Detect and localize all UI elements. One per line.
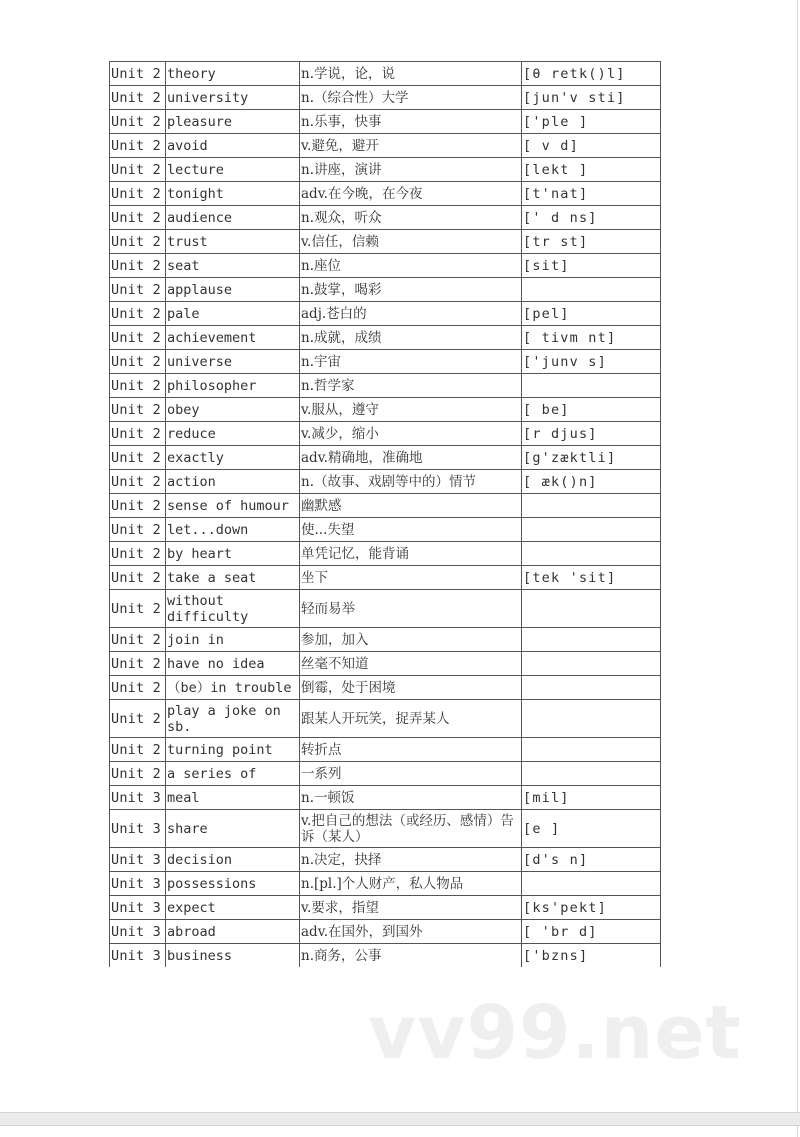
definition-cell: n.观众，听众: [300, 206, 522, 230]
unit-cell: Unit 2: [110, 110, 166, 134]
definition-cell: 坐下: [300, 566, 522, 590]
phonetic-cell: [522, 518, 661, 542]
table-row: [110, 182, 661, 206]
unit-cell: Unit 2: [110, 700, 166, 738]
word-cell: exactly: [166, 446, 300, 470]
word-cell: philosopher: [166, 374, 300, 398]
definition-cell: n.学说，论，说: [300, 62, 522, 86]
definition-cell: 一系列: [300, 762, 522, 786]
unit-cell: Unit 2: [110, 398, 166, 422]
unit-cell: Unit 3: [110, 848, 166, 872]
table-row: [110, 110, 661, 134]
definition-cell: 幽默感: [300, 494, 522, 518]
unit-cell: Unit 2: [110, 762, 166, 786]
phonetic-cell: [d's n]: [522, 848, 661, 872]
word-cell: seat: [166, 254, 300, 278]
word-cell: let...down: [166, 518, 300, 542]
vocabulary-table-body: [110, 62, 661, 968]
phonetic-cell: [pel]: [522, 302, 661, 326]
phonetic-cell: [522, 542, 661, 566]
definition-cell: n.乐事，快事: [300, 110, 522, 134]
table-row: [110, 920, 661, 944]
definition-cell: v.要求，指望: [300, 896, 522, 920]
definition-cell: n.成就，成绩: [300, 326, 522, 350]
phonetic-cell: [θ retk()l]: [522, 62, 661, 86]
unit-cell: Unit 2: [110, 158, 166, 182]
table-row: [110, 652, 661, 676]
unit-cell: Unit 3: [110, 944, 166, 968]
phonetic-cell: [522, 374, 661, 398]
phonetic-cell: [e ]: [522, 810, 661, 848]
word-cell: expect: [166, 896, 300, 920]
phonetic-cell: [522, 738, 661, 762]
unit-cell: Unit 3: [110, 786, 166, 810]
definition-cell: adv.在国外，到国外: [300, 920, 522, 944]
unit-cell: Unit 2: [110, 182, 166, 206]
word-cell: sense of humour: [166, 494, 300, 518]
table-row: [110, 676, 661, 700]
table-row: [110, 446, 661, 470]
word-cell: action: [166, 470, 300, 494]
page-separator: [0, 1112, 800, 1126]
unit-cell: Unit 2: [110, 230, 166, 254]
unit-cell: Unit 2: [110, 326, 166, 350]
word-cell: lecture: [166, 158, 300, 182]
word-cell: avoid: [166, 134, 300, 158]
table-row: [110, 896, 661, 920]
definition-cell: n.鼓掌，喝彩: [300, 278, 522, 302]
phonetic-cell: [ tivm nt]: [522, 326, 661, 350]
word-cell: trust: [166, 230, 300, 254]
unit-cell: Unit 2: [110, 566, 166, 590]
table-row: [110, 422, 661, 446]
definition-cell: v.把自己的想法（或经历、感情）告诉（某人）: [300, 810, 522, 848]
unit-cell: Unit 2: [110, 446, 166, 470]
phonetic-cell: [ æk()n]: [522, 470, 661, 494]
table-row: [110, 700, 661, 738]
table-row: [110, 278, 661, 302]
definition-cell: n.[pl.]个人财产，私人物品: [300, 872, 522, 896]
word-cell: a series of: [166, 762, 300, 786]
unit-cell: Unit 2: [110, 494, 166, 518]
table-row: [110, 398, 661, 422]
word-cell: achievement: [166, 326, 300, 350]
table-row: [110, 350, 661, 374]
unit-cell: Unit 2: [110, 206, 166, 230]
definition-cell: n.商务，公事: [300, 944, 522, 968]
unit-cell: Unit 2: [110, 470, 166, 494]
vocabulary-table: [109, 61, 661, 967]
unit-cell: Unit 2: [110, 652, 166, 676]
table-row: [110, 302, 661, 326]
definition-cell: adv.在今晚，在今夜: [300, 182, 522, 206]
phonetic-cell: ['bzns]: [522, 944, 661, 968]
definition-cell: v.避免，避开: [300, 134, 522, 158]
phonetic-cell: [' d ns]: [522, 206, 661, 230]
unit-cell: Unit 2: [110, 628, 166, 652]
phonetic-cell: [ 'br d]: [522, 920, 661, 944]
phonetic-cell: [sit]: [522, 254, 661, 278]
table-row: [110, 944, 661, 968]
phonetic-cell: [tr st]: [522, 230, 661, 254]
word-cell: theory: [166, 62, 300, 86]
definition-cell: 单凭记忆，能背诵: [300, 542, 522, 566]
phonetic-cell: [ be]: [522, 398, 661, 422]
phonetic-cell: [jun'v sti]: [522, 86, 661, 110]
phonetic-cell: [t'nat]: [522, 182, 661, 206]
phonetic-cell: [522, 700, 661, 738]
word-cell: applause: [166, 278, 300, 302]
unit-cell: Unit 2: [110, 254, 166, 278]
word-cell: university: [166, 86, 300, 110]
definition-cell: v.减少，缩小: [300, 422, 522, 446]
phonetic-cell: [522, 628, 661, 652]
word-cell: audience: [166, 206, 300, 230]
phonetic-cell: ['junv s]: [522, 350, 661, 374]
word-cell: business: [166, 944, 300, 968]
table-row: [110, 62, 661, 86]
word-cell: （be）in trouble: [166, 676, 300, 700]
phonetic-cell: [522, 278, 661, 302]
definition-cell: 转折点: [300, 738, 522, 762]
phonetic-cell: [g'zæktli]: [522, 446, 661, 470]
unit-cell: Unit 3: [110, 810, 166, 848]
definition-cell: v.服从，遵守: [300, 398, 522, 422]
phonetic-cell: [lekt ]: [522, 158, 661, 182]
word-cell: possessions: [166, 872, 300, 896]
word-cell: without difficulty: [166, 590, 300, 628]
word-cell: decision: [166, 848, 300, 872]
phonetic-cell: [mil]: [522, 786, 661, 810]
unit-cell: Unit 2: [110, 738, 166, 762]
definition-cell: n.宇宙: [300, 350, 522, 374]
word-cell: pale: [166, 302, 300, 326]
phonetic-cell: [522, 494, 661, 518]
word-cell: obey: [166, 398, 300, 422]
unit-cell: Unit 2: [110, 302, 166, 326]
word-cell: reduce: [166, 422, 300, 446]
word-cell: take a seat: [166, 566, 300, 590]
phonetic-cell: [522, 872, 661, 896]
word-cell: have no idea: [166, 652, 300, 676]
unit-cell: Unit 2: [110, 62, 166, 86]
phonetic-cell: ['ple ]: [522, 110, 661, 134]
unit-cell: Unit 2: [110, 374, 166, 398]
definition-cell: 使...失望: [300, 518, 522, 542]
word-cell: tonight: [166, 182, 300, 206]
word-cell: pleasure: [166, 110, 300, 134]
unit-cell: Unit 3: [110, 872, 166, 896]
phonetic-cell: [522, 590, 661, 628]
word-cell: turning point: [166, 738, 300, 762]
table-row: [110, 374, 661, 398]
unit-cell: Unit 2: [110, 676, 166, 700]
unit-cell: Unit 3: [110, 920, 166, 944]
table-row: [110, 86, 661, 110]
table-row: [110, 762, 661, 786]
word-cell: meal: [166, 786, 300, 810]
word-cell: by heart: [166, 542, 300, 566]
definition-cell: adj.苍白的: [300, 302, 522, 326]
unit-cell: Unit 2: [110, 134, 166, 158]
table-row: [110, 786, 661, 810]
definition-cell: n.（故事、戏剧等中的）情节: [300, 470, 522, 494]
definition-cell: v.信任，信赖: [300, 230, 522, 254]
unit-cell: Unit 2: [110, 350, 166, 374]
word-cell: play a joke on sb.: [166, 700, 300, 738]
definition-cell: adv.精确地，准确地: [300, 446, 522, 470]
word-cell: abroad: [166, 920, 300, 944]
word-cell: share: [166, 810, 300, 848]
table-row: [110, 848, 661, 872]
unit-cell: Unit 2: [110, 86, 166, 110]
unit-cell: Unit 2: [110, 422, 166, 446]
table-row: [110, 810, 661, 848]
table-row: [110, 494, 661, 518]
table-row: [110, 872, 661, 896]
table-row: [110, 542, 661, 566]
table-row: [110, 590, 661, 628]
phonetic-cell: [522, 676, 661, 700]
table-row: [110, 254, 661, 278]
phonetic-cell: [ks'pekt]: [522, 896, 661, 920]
table-row: [110, 738, 661, 762]
phonetic-cell: [r djus]: [522, 422, 661, 446]
definition-cell: n.哲学家: [300, 374, 522, 398]
definition-cell: n.座位: [300, 254, 522, 278]
table-row: [110, 628, 661, 652]
definition-cell: n.决定，抉择: [300, 848, 522, 872]
table-row: [110, 206, 661, 230]
unit-cell: Unit 2: [110, 518, 166, 542]
unit-cell: Unit 2: [110, 278, 166, 302]
definition-cell: 丝毫不知道: [300, 652, 522, 676]
word-cell: join in: [166, 628, 300, 652]
definition-cell: 倒霉，处于困境: [300, 676, 522, 700]
watermark: vv99.net: [368, 990, 742, 1076]
next-page-edge: [0, 1126, 798, 1137]
phonetic-cell: [522, 652, 661, 676]
table-row: [110, 566, 661, 590]
table-row: [110, 134, 661, 158]
definition-cell: 参加，加入: [300, 628, 522, 652]
unit-cell: Unit 2: [110, 542, 166, 566]
phonetic-cell: [522, 762, 661, 786]
definition-cell: n.讲座，演讲: [300, 158, 522, 182]
definition-cell: 轻而易举: [300, 590, 522, 628]
word-cell: universe: [166, 350, 300, 374]
table-row: [110, 518, 661, 542]
phonetic-cell: [tek 'sit]: [522, 566, 661, 590]
table-row: [110, 230, 661, 254]
phonetic-cell: [ v d]: [522, 134, 661, 158]
definition-cell: n.（综合性）大学: [300, 86, 522, 110]
definition-cell: 跟某人开玩笑，捉弄某人: [300, 700, 522, 738]
table-row: [110, 158, 661, 182]
table-row: [110, 470, 661, 494]
definition-cell: n.一顿饭: [300, 786, 522, 810]
table-row: [110, 326, 661, 350]
unit-cell: Unit 3: [110, 896, 166, 920]
unit-cell: Unit 2: [110, 590, 166, 628]
